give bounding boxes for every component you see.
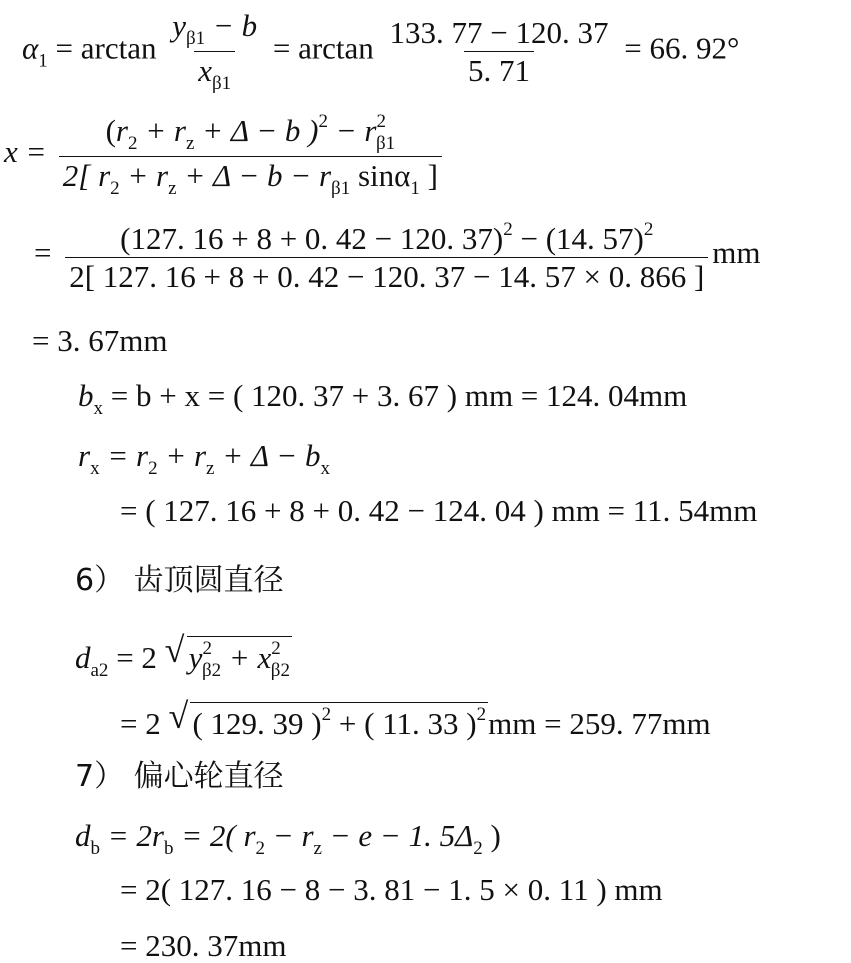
- x-denominator: [59, 156, 442, 198]
- db-value-text: = 2( 127. 16 − 8 − 3. 81 − 1. 5 × 0. 11 ) mm: [120, 872, 663, 907]
- da2-val-eq: = 2: [120, 706, 161, 741]
- alpha-subscript: 1: [38, 50, 48, 72]
- radical-sign: √: [168, 696, 189, 736]
- y-symbol: y: [188, 640, 203, 675]
- da2-val-rest: mm = 259. 77mm: [488, 706, 711, 741]
- equals-sign: =: [34, 235, 52, 271]
- x-numeric-numerator: [116, 220, 657, 257]
- rx-definition: [78, 440, 330, 478]
- d-sub: b: [90, 838, 100, 859]
- arctan-label-2: = arctan: [272, 30, 374, 66]
- r-beta-symbol: − r: [327, 113, 377, 148]
- rz-sub: z: [185, 133, 195, 154]
- x-numeric-fraction: [65, 220, 708, 292]
- db-r2: = 2( r: [173, 818, 256, 853]
- heading7-text: 7） 偏心轮直径: [75, 759, 284, 794]
- arctan-label: = arctan: [55, 30, 157, 66]
- rad-part2: + ( 11. 33 ): [331, 706, 477, 741]
- x-fraction: [59, 112, 442, 198]
- y-sub: β2: [201, 660, 222, 681]
- db-rz-sub: z: [313, 838, 322, 859]
- b-sub: x: [93, 398, 103, 419]
- heading6-text: 6） 齿顶圆直径: [75, 563, 284, 598]
- da2-eq: = 2: [108, 640, 157, 675]
- den-r2-sub: 2: [110, 178, 120, 199]
- x-result: [32, 325, 167, 356]
- sqrt-numeric-body: [190, 702, 488, 739]
- num-sup2: 2: [643, 219, 654, 240]
- db-result: [120, 930, 286, 961]
- rx-rz-sub: z: [206, 458, 215, 479]
- square-sup: 2: [318, 111, 328, 132]
- bx-equation: [78, 380, 687, 418]
- y-subscript: β1: [186, 28, 206, 49]
- paren: (: [105, 113, 116, 148]
- delta-b: + Δ − b ): [194, 113, 319, 148]
- r-beta-sub: β1: [375, 133, 396, 154]
- den-rz-sub: z: [168, 178, 177, 199]
- heading-eccentric-wheel-diameter: [75, 759, 284, 794]
- sqrt-numeric: [168, 696, 488, 741]
- rx-r2-sub: 2: [148, 458, 158, 479]
- r-sub: 2: [127, 133, 138, 154]
- heading-tip-circle-diameter: [75, 563, 284, 598]
- da2-value: [120, 696, 711, 741]
- unit-mm: mm: [712, 235, 761, 271]
- den-alpha-sub: 1: [410, 178, 420, 199]
- fraction-denominator: [194, 51, 235, 93]
- r-symbol: r: [78, 438, 91, 473]
- x-numeric-denominator: 2[ 127. 16 + 8 + 0. 42 − 120. 37 − 14. 57 × 0. 866 ]: [65, 257, 708, 292]
- minus-b: − b: [205, 8, 258, 43]
- r-sub: x: [90, 458, 100, 479]
- x-symbol: x: [4, 134, 18, 170]
- sqrt-body: [187, 636, 292, 680]
- db-rb-sub: b: [163, 838, 174, 859]
- x-sup: 2: [271, 638, 281, 659]
- rad-part1: ( 129. 39 ): [192, 706, 322, 741]
- num-sup1: 2: [503, 219, 513, 240]
- den-rz: + r: [119, 158, 169, 193]
- den-bracket: ]: [419, 158, 438, 193]
- numeric-numerator: 133. 77 − 120. 37: [389, 15, 609, 50]
- x-symbol: x: [198, 53, 212, 88]
- den-delta: + Δ − b − r: [176, 158, 332, 193]
- rx-value: [120, 495, 757, 526]
- r-beta-sup: 2: [376, 111, 386, 132]
- rad-sup1: 2: [321, 704, 332, 725]
- db-rz: − r: [265, 818, 314, 853]
- rx-r2: = r: [99, 438, 149, 473]
- den-r2: 2[ r: [62, 158, 111, 193]
- x-subscript: β1: [211, 73, 232, 94]
- db-value: [120, 874, 663, 905]
- da2-equation: [75, 630, 292, 681]
- d-symbol: d: [75, 640, 91, 675]
- numeric-denominator: 5. 71: [464, 51, 534, 86]
- x-numeric: [32, 220, 761, 292]
- db-result-text: = 230. 37mm: [120, 928, 287, 963]
- rz-symbol: + r: [137, 113, 186, 148]
- fraction-symbolic: [168, 10, 261, 93]
- bx-rhs: = b + x = ( 120. 37 + 3. 67 ) mm = 124. 04mm: [103, 378, 688, 413]
- rad-sup2: 2: [476, 704, 487, 725]
- x-numerator: [102, 112, 400, 156]
- rx-value-text: = ( 127. 16 + 8 + 0. 42 − 124. 04 ) mm = 11. 54mm: [120, 493, 758, 528]
- x-symbol: + x: [221, 640, 272, 675]
- db-delta-sub: 2: [473, 838, 483, 859]
- d-sub: a2: [90, 660, 109, 681]
- y-symbol: y: [172, 8, 186, 43]
- equals-sign: =: [27, 134, 45, 170]
- alpha1-equation: [22, 10, 739, 93]
- b-symbol: b: [78, 378, 94, 413]
- rx-delta: + Δ − b: [214, 438, 321, 473]
- sqrt-symbolic: [164, 630, 292, 681]
- db-r2-sub: 2: [255, 838, 266, 859]
- x-result-text: = 3. 67mm: [32, 323, 168, 358]
- den-sin: sinα: [350, 158, 411, 193]
- r-symbol: r: [115, 113, 128, 148]
- db-paren: ): [482, 818, 501, 853]
- db-delta: − e − 1. 5Δ: [321, 818, 474, 853]
- num-part2: − (14. 57): [512, 221, 644, 256]
- db-equation: [75, 820, 501, 858]
- alpha-symbol: α: [22, 30, 39, 66]
- db-2r: = 2r: [100, 818, 164, 853]
- x-sub: β2: [270, 660, 290, 681]
- x-definition: [4, 112, 446, 198]
- rx-rz: + r: [157, 438, 207, 473]
- fraction-numeric: [386, 17, 613, 86]
- y-sup: 2: [202, 638, 212, 659]
- radical-sign: √: [164, 630, 185, 670]
- rx-bx-sub: x: [320, 458, 330, 479]
- d-symbol: d: [75, 818, 91, 853]
- alpha1-result: = 66. 92°: [624, 30, 740, 66]
- fraction-numerator: [168, 10, 261, 51]
- num-part1: (127. 16 + 8 + 0. 42 − 120. 37): [120, 221, 504, 256]
- den-rbeta-sub: β1: [331, 178, 351, 199]
